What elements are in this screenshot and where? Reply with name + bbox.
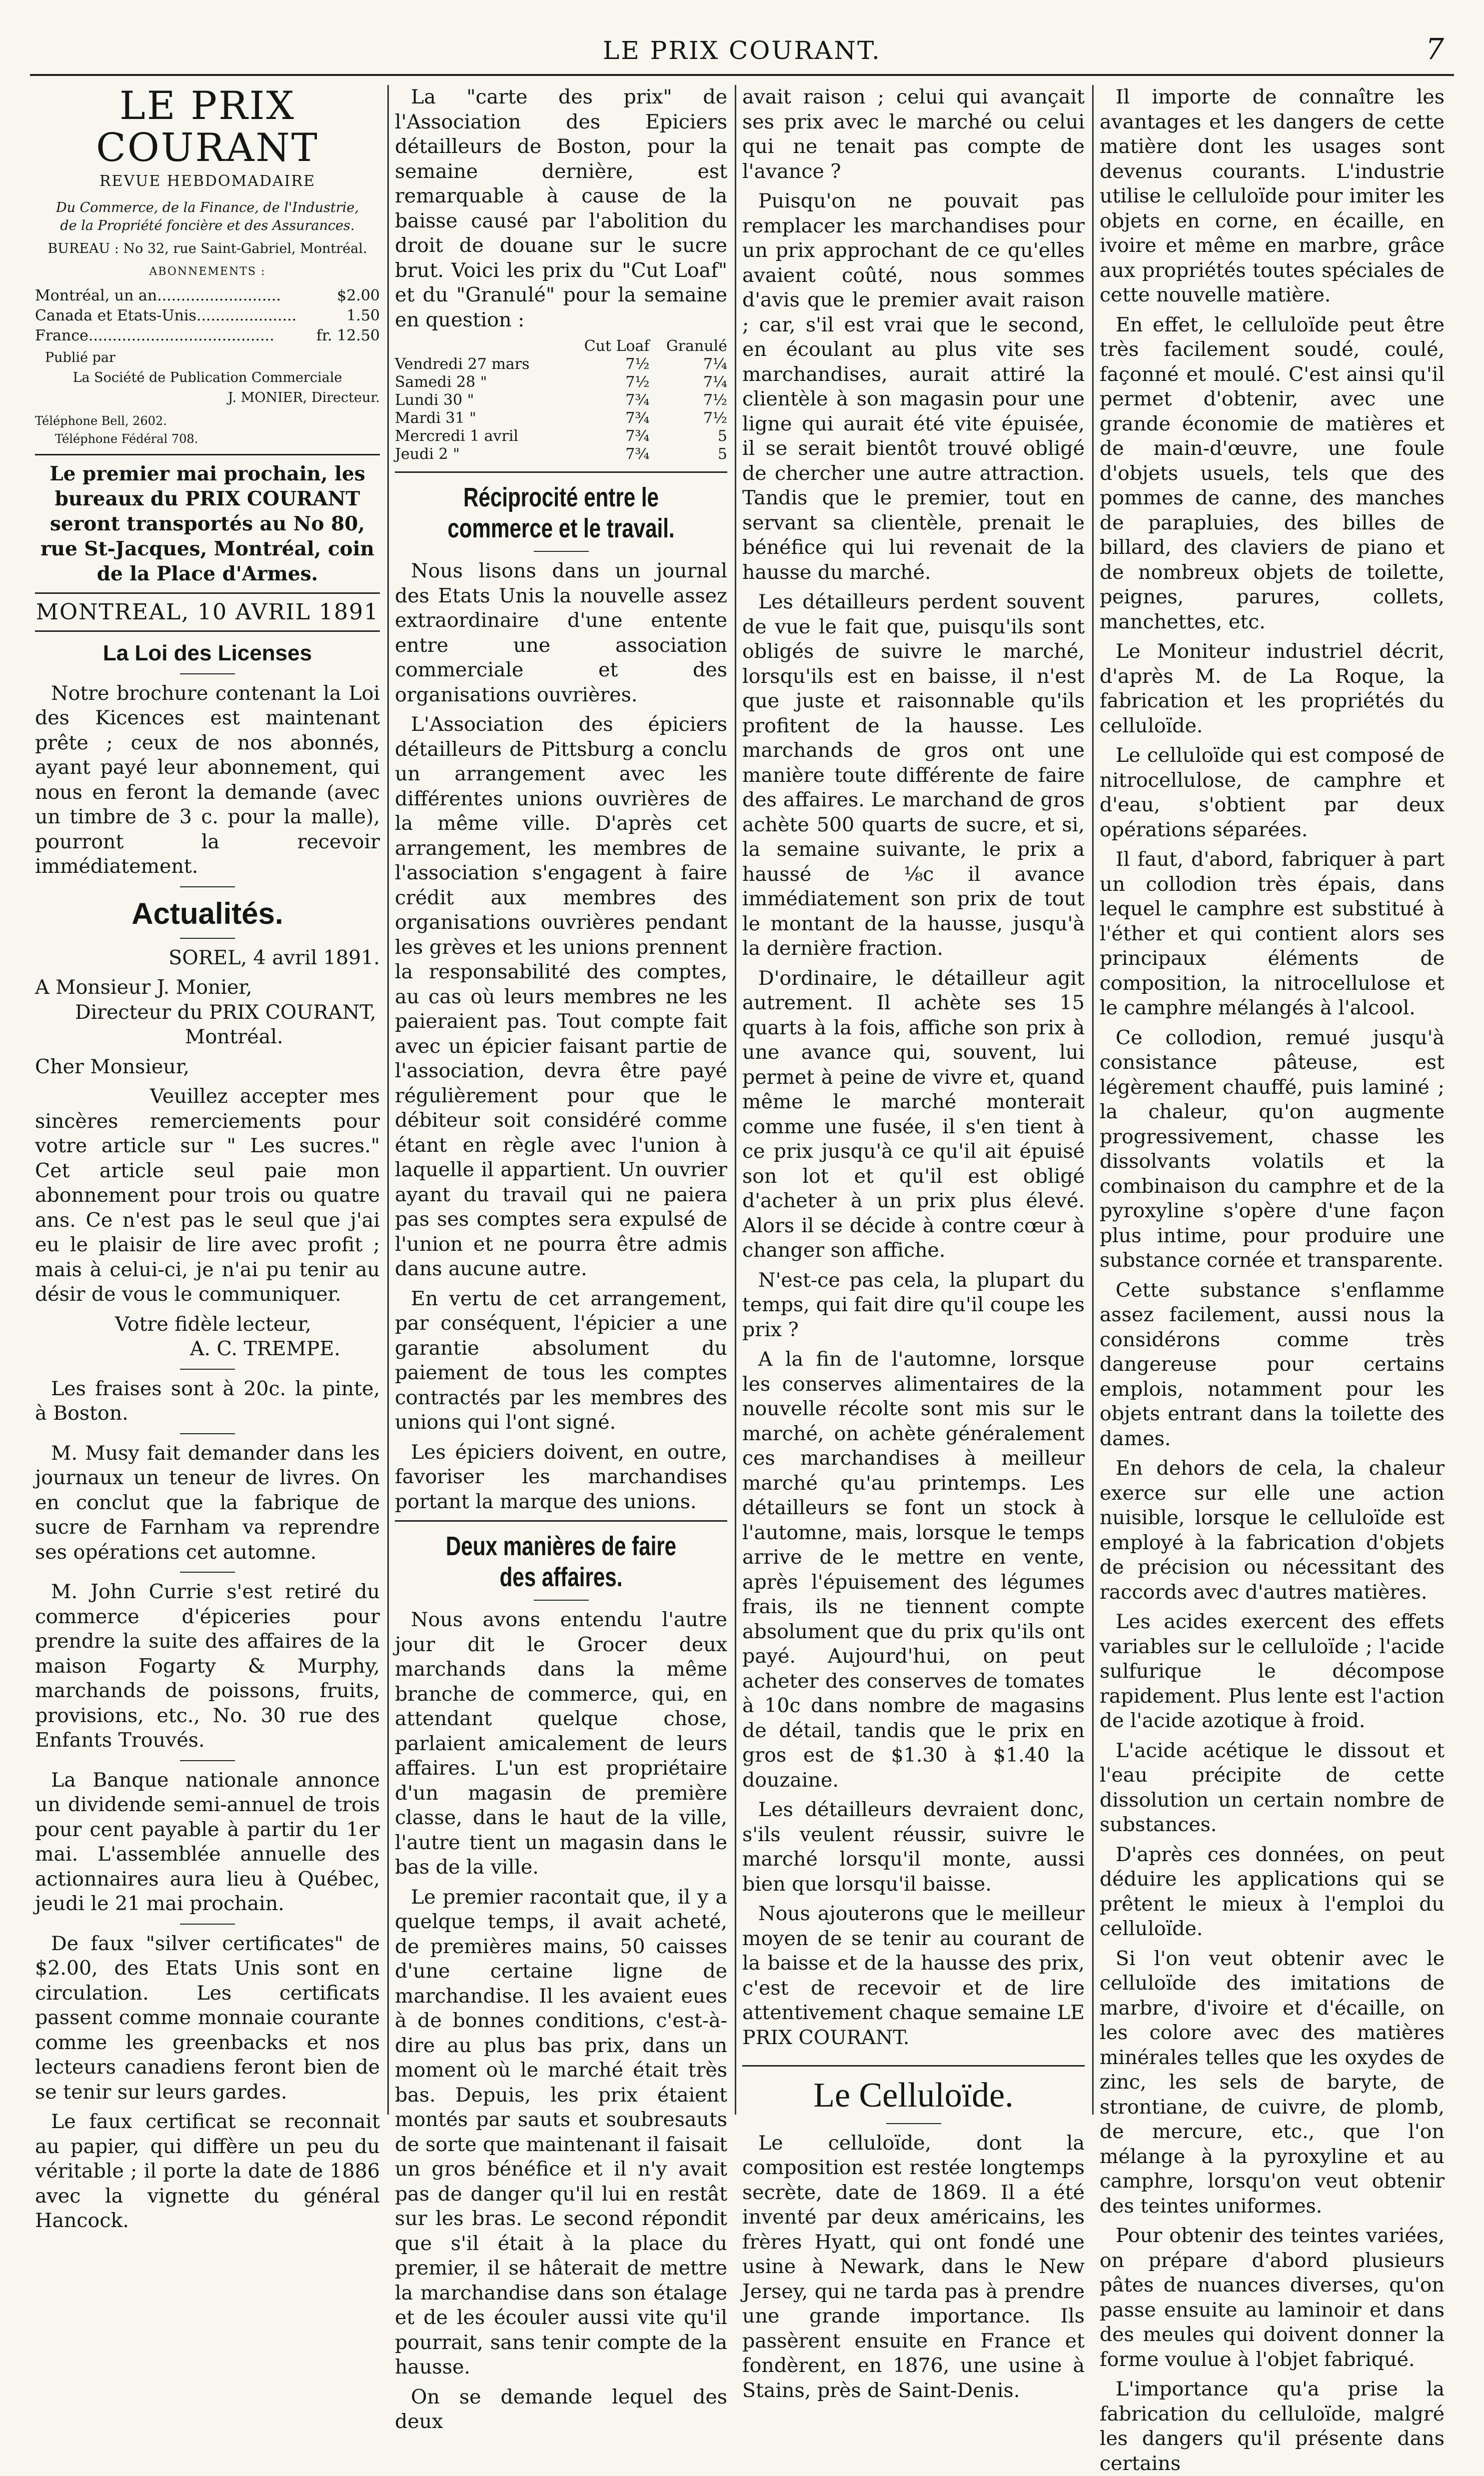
celluloide-para: Les acides exercent des effets variables sur le celluloïde ; l'acide sulfurique le décompose rapidement. Plus lente est l'action de l'acide azotique à froid. [1100,1610,1445,1732]
reciprocite-para: Les épiciers doivent, en outre, favoriser les marchandises portant la marque des unions. [395,1440,727,1513]
deux-manieres-cont: avait raison ; celui qui avançait ses prix avec le marché ou celui qui ne tenait pas compte de l'avance ? [742,85,1085,183]
deux-manieres-cont: Les détailleurs devraient donc, s'ils veulent réussir, suivre le marché lorsqu'il monte, aussi bien que lorsqu'il baisse. [742,1798,1085,1896]
deux-manieres-heading: Deux manières de faire des affaires. [445,1531,677,1593]
short-rule [180,1760,235,1761]
sub-price: fr. 12.50 [316,326,380,344]
col-cut-loaf: Cut Loaf [584,337,650,355]
reciprocite-para: Nous lisons dans un journal des Etats Unis la nouvelle assez extraordinaire d'une entente entre une association commerciale et des organisations ouvrières. [395,559,727,706]
price-row [395,427,727,445]
celluloide-para: Le Moniteur industriel décrit, d'après M. de La Roque, la fabrication et les propriétés du celluloïde. [1100,640,1445,737]
divider [395,471,727,473]
column-1 [35,83,380,2233]
price-table [395,337,727,463]
price-row [395,445,727,463]
celluloide-para: Le celluloïde, dont la composition est restée longtemps secrète, date de 1869. Il a été inventé par deux américains, les frères Hyatt, qui ont fondé une usine à Newark, dans le New Jersey, qui ne tarda pas à prendre une grande importance. Ils passèrent ensuite en France et fondèrent, en 1876, une usine à Stains, près de Saint-Denis. [742,2131,1085,2402]
celluloide-para: Il faut, d'abord, fabriquer à part un collodion très épais, dans lequel le camphre est substitué à l'éther et qui contient alors ses principaux éléments de composition, la nitrocellulose et le camphre mélangés à l'alcool. [1100,848,1445,1019]
short-rule [180,1433,235,1434]
deux-manieres-cont: D'ordinaire, le détailleur agit autrement. Il achète ses 15 quarts à la fois, affiche son prix à une avance qui, souvent, lui permet à peine de vivre et, quand même le marché monterait comme une fusée, il s'en tient à ce prix jusqu'à ce qu'il ait épuisé son lot et qu'il est obligé d'acheter à un prix plus élevé. Alors il se décide à contre cœur à changer son affiche. [742,966,1085,1262]
publie-par: Publié par [45,349,115,365]
column-4 [1100,85,1445,2475]
masthead-subtitle: REVUE HEBDOMADAIRE [99,172,316,190]
letter-closing: Votre fidèle lecteur, [115,1312,311,1336]
price-b: 5 [717,445,727,463]
price-day: Mardi 31 " [395,409,476,427]
celluloide-para: Si l'on veut obtenir avec le celluloïde des imitations de marbre, d'ivoire et d'écaille, on les colore avec des matières minérales telles que les oxydes de zinc, les sels de baryte, de strontiane, de cuivre, de plomb, de mercure, etc., que l'on mélange à la pyroxyline et au camphre, lorsqu'on veut obtenir des teintes uniformes. [1100,1947,1445,2218]
directeur: J. MONIER, Directeur. [227,389,380,405]
letter-signature: A. C. TREMPE. [190,1337,340,1361]
deux-manieres-cont: Puisqu'on ne pouvait pas remplacer les marchandises pour un prix approchant de ce qu'elles avaient coûté, nous sommes d'avis que le premier avait raison ; car, s'il est vrai que le second, en écoulant au plus vite ses marchandises, aurait attiré la clientèle à son magasin pour une ligne qui aurait été vite épuisée, il se serait bientôt trouvé obligé de chercher une autre attraction. Tandis que le premier, tout en servant sa clientèle, prenait le bénéfice qui lui revenait de la hausse du marché. [742,189,1085,584]
celluloide-para: Pour obtenir des teintes variées, on prépare d'abord plusieurs pâtes de nuances diverses, qu'on passe ensuite au laminoir et dans des meules qui doivent donner la forme voulue à l'objet fabriqué. [1100,2224,1445,2371]
subscription-table [35,286,380,346]
subscription-row [35,326,380,346]
running-title: LE PRIX COURANT. [603,36,881,65]
licences-body: Notre brochure contenant la Loi des Kicences est maintenant prête ; ceux de nos abonnés, ayant payé leur abonnement, qui nous en feront la demande (avec un timbre de 3 c. pour la malle), pourront la recevoir immédiatement. [35,681,380,878]
deux-manieres-cont: Nous ajouterons que le meilleur moyen de se tenir au courant de la baisse et de la hausse des prix, c'est de recevoir et de lire attentivement chaque semaine LE PRIX COURANT. [742,1902,1085,2049]
col-granule: Granulé [666,337,727,355]
sub-place: Canada et Etats-Unis..................... [35,306,297,324]
subscription-row [35,286,380,306]
price-a: 7¾ [625,409,650,427]
letter-salutation: Cher Monsieur, [35,1055,189,1078]
price-b: 7¼ [703,355,727,373]
divider [35,630,380,632]
carte-intro: La "carte des prix" de l'Association des Epiciers détailleurs de Boston, pour la semaine dernière, est remarquable à cause de la baisse causé par l'abolition du droit de douane sur le sucre brut. Voici les prix du "Cut Loaf" et du "Granulé" pour la semaine en question : [395,85,727,331]
price-day: Vendredi 27 mars [395,355,530,373]
price-row [395,355,727,373]
masthead-desc-2: de la Propriété foncière et des Assurances. [60,217,355,233]
societe: La Société de Publication Commerciale [72,369,342,385]
short-rule [180,673,235,674]
column-rule [1092,85,1094,2115]
sub-price: $2.00 [337,286,380,304]
reciprocite-heading: Réciprocité entre le commerce et le travail. [447,482,675,544]
reciprocite-para: En vertu de cet arrangement, par conséquent, l'épicier a une garantie absolument du paiement de tous les comptes contractés par les membres des unions qui l'ont signé. [395,1287,727,1434]
short-rule [180,886,235,887]
tel-federal: Téléphone Fédéral 708. [55,431,198,446]
price-day: Samedi 28 " [395,373,487,391]
deux-manieres-para: On se demande lequel des deux [395,2385,727,2434]
subscription-row [35,306,380,326]
price-day: Lundi 30 " [395,391,474,409]
reciprocite-para: L'Association des épiciers détailleurs de Pittsburg a conclu un arrangement avec les différentes unions ouvrières de la même ville. D'après cet arrangement, les membres de l'association s'engagent à faire crédit aux membres des organisations ouvrières pendant les grèves et les unions prennent la responsabilité des comptes, au cas où leurs membres ne les paieraient pas. Tout compte fait avec un épicier faisant partie de l'association, devra être payé régulièrement pour que le débiteur soit considéré comme étant en règle avec l'union à laquelle il appartient. Un ouvrier ayant du travail qui ne paiera pas ses comptes sera expulsé de l'union et ne pourra être admis dans aucune autre. [395,713,727,1281]
celluloide-para: En dehors de cela, la chaleur exerce sur elle une action nuisible, lorsque le celluloïde est employé à la fabrication d'objets de précision ou nécessitant des raccords avec d'autres matières. [1100,1457,1445,1604]
price-a: 7¾ [625,391,650,409]
news-item: De faux "silver certificates" de $2.00, des Etats Unis sont en circulation. Les certificats passent comme monnaie courante comme les greenbacks et nos lecteurs canadiens feront bien de se tenir sur leurs gardes. [35,1932,380,2104]
column-rule [735,85,736,2115]
licences-heading: La Loi des Licenses [102,641,312,665]
column-3 [742,85,1085,2402]
price-b: 7½ [703,409,727,427]
price-day: Mercredi 1 avril [395,427,519,445]
price-b: 5 [717,427,727,445]
masthead-title: LE PRIX COURANT [96,83,319,170]
announcement: Le premier mai prochain, les bureaux du PRIX COURANT seront transportés au No 80, rue St-Jacques, Montréal, coin de la Place d'Armes. [40,462,374,585]
price-day: Jeudi 2 " [395,445,460,463]
letter-addr-3: Montréal. [185,1025,283,1049]
short-rule [534,1600,589,1601]
celluloide-heading: Le Celluloïde. [813,2076,1014,2115]
divider [35,454,380,455]
celluloide-para: Il importe de connaître les avantages et les dangers de cette matière dont les usages sont devenus courants. L'industrie utilise le celluloïde pour imiter les objets en corne, en écaille, en ivoire et même en marbre, grâce aux propriétés toutes spéciales de cette nouvelle matière. [1100,85,1445,306]
masthead-desc-1: Du Commerce, de la Finance, de l'Industrie, [56,199,359,215]
price-header-row [395,337,727,355]
celluloide-para: Le celluloïde qui est composé de nitrocellulose, de camphre et d'eau, s'obtient par deux opérations séparées. [1100,744,1445,841]
short-rule [180,1924,235,1925]
news-item: Le faux certificat se reconnait au papier, qui diffère un peu du véritable ; il porte la date de 1886 avec la vignette du général Hancock. [35,2110,380,2233]
news-item: Les fraises sont à 20c. la pinte, à Boston. [35,1377,380,1425]
sub-price: 1.50 [346,306,380,324]
celluloide-para: L'acide acétique le dissout et l'eau précipite de cette dissolution un certain nombre de substances. [1100,1739,1445,1836]
letter-place: SOREL, 4 avril 1891. [168,946,380,969]
divider [395,1520,727,1522]
price-row [395,391,727,409]
price-a: 7¾ [625,427,650,445]
price-b: 7½ [703,391,727,409]
short-rule [180,938,235,939]
price-a: 7½ [625,355,650,373]
column-rule [387,85,389,2115]
letter-body: Veuillez accepter mes sincères remerciements pour votre article sur " Les sucres." Cet article seul paie mon abonnement pour trois ou quatre ans. Ce n'est pas le seul que j'ai eu le plaisir de lire avec profit ; mais à celui-ci, je n'ai pu tenir au désir de vous le communiquer. [35,1085,380,1306]
short-rule [534,551,589,552]
celluloide-para: D'après ces données, on peut déduire les applications qui se prêtent le mieux à l'emploi du celluloïde. [1100,1843,1445,1940]
celluloide-para: Ce collodion, remué jusqu'à consistance pâteuse, est légèrement chauffé, puis laminé ; la chaleur, qu'on augmente progressivement, chasse les dissolvants volatils et la combinaison du camphre et de la pyroxyline s'opère d'une façon plus intime, pour produire une substance cornée et transparente. [1100,1026,1445,1272]
sub-place: France....................................... [35,326,274,344]
news-item: M. Musy fait demander dans les journaux un teneur de livres. On en conclut que la fabrique de sucre de Farnham va reprendre ses opérations cet automne. [35,1441,380,1564]
divider [742,2065,1085,2067]
dateline: MONTREAL, 10 AVRIL 1891 [35,599,379,625]
price-b: 7¼ [703,373,727,391]
tel-bell: Téléphone Bell, 2602. [35,413,167,428]
news-item: M. John Currie s'est retiré du commerce d'épiceries pour prendre la suite des affaires de la maison Fogarty & Murphy, marchands de poissons, fruits, provisions, etc., No. 30 rue des Enfants Trouvés. [35,1580,380,1752]
page-number: 7 [1426,32,1444,66]
deux-manieres-cont: Les détailleurs perdent souvent de vue le fait que, puisqu'ils sont obligés de suivre le marché, lorsqu'ils est en baisse, il n'est que juste et raisonnable qu'ils profitent de la hausse. Les marchands de gros ont une manière toute différente de faire des affaires. Le marchand de gros achète 500 quarts de sucre, et si, la semaine suivante, le prix a haussé de ⅛c il avance immédiatement son prix de tout le montant de la hausse, jusqu'à la dernière fraction. [742,590,1085,960]
running-header [30,29,1454,76]
price-row [395,373,727,391]
actualites-heading: Actualités. [131,896,283,930]
abonnements-label: ABONNEMENTS : [149,265,266,278]
celluloide-para: L'importance qu'a prise la fabrication du celluloïde, malgré les dangers qu'il présente dans certains [1100,2378,1445,2475]
deux-manieres-cont: N'est-ce pas cela, la plupart du temps, qui fait dire qu'il coupe les prix ? [742,1268,1085,1341]
celluloide-para: En effet, le celluloïde peut être très facilement soudé, coulé, façonné et moulé. C'est ainsi qu'il permet d'obtenir, avec une grande économie de matières et de main-d'œuvre, une foule d'objets usuels, tels que des pommes de canne, des manches de parapluies, des billes de billard, des claviers de piano et de nombreux objets de toilette, peignes, parures, collets, manchettes, etc. [1100,313,1445,633]
letter-addr-2: Directeur du PRIX COURANT, [75,1000,376,1024]
short-rule [180,1572,235,1573]
short-rule [180,1369,235,1370]
short-rule [886,2123,941,2124]
masthead-bureau: BUREAU : No 32, rue Saint-Gabriel, Montréal. [47,240,367,256]
deux-manieres-para: Nous avons entendu l'autre jour dit le Grocer deux marchands dans la même branche de commerce, qui, en attendant quelque chose, parlaient amicalement de leurs affaires. L'un est propriétaire d'un magasin de première classe, dans le haut de la ville, l'autre tient un magasin dans le bas de la ville. [395,1608,727,1879]
price-row [395,409,727,427]
sub-place: Montréal, un an.......................... [35,286,281,304]
celluloide-para: Cette substance s'enflamme assez facilement, aussi nous la considérons comme très dangereuse pour certains emplois, notamment pour les objets entrant dans la toilette des dames. [1100,1278,1445,1450]
divider [35,592,380,594]
column-2 [395,85,727,2434]
price-a: 7¾ [625,445,650,463]
letter-addr-1: A Monsieur J. Monier, [35,976,252,999]
deux-manieres-para: Le premier racontait que, il y a quelque temps, il avait acheté, de premières mains, 50 caisses d'une certaine ligne de marchandise. Il les avaient eues à de bonnes conditions, c'est-à-dire au plus bas prix, dans un moment où le marché était très bas. Depuis, les prix étaient montés par sauts et soubresauts de sorte que maintenant il faisait un gros bénéfice et il n'y avait pas de danger qu'il lui en restât sur les bras. Le second répondit que s'il était à la place du premier, il se hâterait de mettre la marchandise dans son étalage et de les écouler aussi vite qu'il pourrait, sans tenir compte de la hausse. [395,1885,727,2379]
deux-manieres-cont: A la fin de l'automne, lorsque les conserves alimentaires de la nouvelle récolte sont mis sur le marché, on achète généralement ces marchandises à meilleur marché qu'au printemps. Les détailleurs se font un stock à l'automne, mais, lorsque le temps arrive de le mettre en vente, après l'épuisement des légumes frais, ils ne tiennent compte absolument que du prix qu'ils ont payé. Aujourd'hui, on peut acheter des conserves de tomates à 10c dans nombre de magasins de détail, tandis que le prix en gros est de $1.30 à $1.40 la douzaine. [742,1348,1085,1792]
news-item: La Banque nationale annonce un dividende semi-annuel de trois pour cent payable à partir du 1er mai. L'assemblée annuelle des actionnaires aura lieu à Québec, jeudi le 21 mai prochain. [35,1768,380,1916]
price-a: 7½ [625,373,650,391]
